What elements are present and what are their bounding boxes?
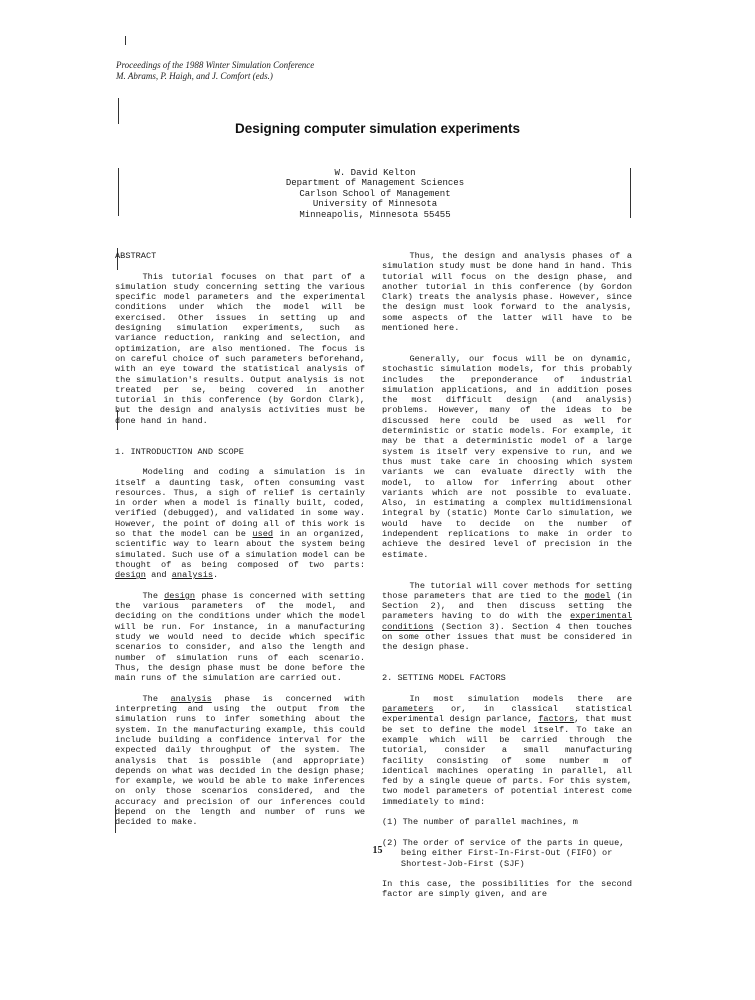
left-column [115, 251, 365, 838]
section-1-heading: 1. INTRODUCTION AND SCOPE [115, 446, 244, 457]
emphasis-model: model [584, 590, 611, 601]
author-city: Minneapolis, Minnesota 55455 [299, 209, 451, 220]
tutorial-outline-paragraph: The tutorial will cover methods for setting those parameters that are tied to the model (in Section 2), and then discuss setting the parameters having to do with the experimental conditions (Section 3). Section 4 then touches on some other issues that must be considered in the design phase. [382, 580, 632, 653]
emphasis-design: design [164, 590, 196, 601]
emphasis-used: used [252, 529, 274, 540]
section-2-heading: 2. SETTING MODEL FACTORS [382, 673, 506, 684]
abstract-text: This tutorial focuses on that part of a simulation study concerning setting the various specific model parameters and the experimental conditions under which the model will be exercised. Other issues in setting up and designing simulation experiments, such as variance reduction, ranking and selection, and optimization, are also mentioned. The focus is on careful choice of such parameters beforehand, with an eye toward the statistical analysis of the simulation's results. Output analysis is not treated per se, being covered in another tutorial in this conference (by Gordon Clark), but the design and analysis activities must be done hand in hand. [115, 271, 365, 426]
analysis-phase-paragraph: The analysis phase is concerned with interpreting and using the output from the simulation runs to infer something about the system. In the manufacturing example, this could include building a confidence interval for the expected daily throughput of the system. The analysis that is possible (and appropriate) depends on what was decided in the design phase; for example, we would be able to make inferences on only those scenarios considered, and the accuracy and precision of our inferences could depend on the length and number of runs we decided to make. [115, 693, 365, 828]
focus-paragraph: Generally, our focus will be on dynamic, stochastic simulation models, for this probably includes the preponderance of industrial simulation applications, and in addition poses the most difficult design (and analysis) problems. However, many of the ideas to be discussed here could be used as well for deterministic or static models. For example, it may be that a deterministic model of a large system is itself very expensive to run, and we thus must take care in choosing which system variants we can evaluate directly with the model, to allow for inferring about other variants which are not possible to evaluate. Also, in estimating a complex multidimensional integral by (static) Monte Carlo simulation, we would have to decide on the number of independent replications to make in order to achieve the desired level of precision in the estimate. [382, 353, 632, 560]
editors-line: M. Abrams, P. Haigh, and J. Comfort (eds.) [116, 71, 273, 81]
section-1-paragraph: Modeling and coding a simulation is in itself a daunting task, often consuming vast resources. Thus, a sigh of relief is certainly in order when a model is finally built, coded, verified (debugged), and validated in some way. However, the point of doing all of this work is so that the model can be used in an organized, scientific way to learn about the system being simulated. Such use of a simulation model can be thought of as being composed of two parts: design and analysis. [115, 467, 365, 581]
page-number: 15 [372, 845, 383, 856]
design-analysis-paragraph: Thus, the design and analysis phases of a simulation study must be done hand in hand. This tutorial will focus on the design phase, and another tutorial in this conference (by Gordon Clark) treats the analysis phase. However, since the design must look forward to the analysis, some aspects of the latter will have to be mentioned here. [382, 251, 632, 334]
margin-mark [118, 168, 119, 216]
author-department: Department of Management Sciences [285, 178, 465, 189]
author-name: W. David Kelton [334, 168, 416, 178]
list-item: (1) The number of parallel machines, m [382, 817, 578, 828]
continuation-paragraph: In this case, the possibilities for the second factor are simply given, and are [382, 879, 632, 900]
proceedings-header [116, 60, 436, 82]
abstract-heading: ABSTRACT [115, 251, 157, 261]
emphasis-factors: factors [538, 714, 575, 725]
list-item: (2) The order of service of the parts in queue, being either First-In-First-Out (FIFO) or Shortest-Job-First (SJF) [382, 837, 625, 869]
author-university: University of Minnesota [312, 199, 438, 210]
emphasis-design: design [115, 570, 146, 581]
author-block [215, 168, 535, 220]
emphasis-parameters: parameters [382, 704, 434, 715]
margin-mark [125, 36, 126, 45]
author-school: Carlson School of Management [299, 188, 451, 199]
model-factors-paragraph: In most simulation models there are parameters or, in classical statistical experimental design parlance, factors, that must be set to define the model itself. To take an example which will be carried through the tutorial, consider a small manufacturing facility consisting of some number m of identical machines operating in parallel, all fed by a single queue of parts. For this system, two model parameters of potential interest come immediately to mind: [382, 693, 632, 807]
proceedings-line: Proceedings of the 1988 Winter Simulation Conference [116, 60, 315, 70]
right-column [382, 251, 632, 910]
margin-mark [630, 168, 631, 218]
paper-title: Designing computer simulation experiments [234, 121, 521, 136]
emphasis-analysis: analysis [171, 570, 214, 581]
design-phase-paragraph: The design phase is concerned with setting the various parameters of the model, and deciding on the conditions under which the model will be run. For instance, in a manufacturing study we would need to decide which specific scenarios to consider, and also the length and number of simulation runs of each scenario. Thus, the design phase must be done before the main runs of the simulation are carried out. [115, 590, 365, 684]
emphasis-analysis: analysis [170, 693, 212, 704]
emphasis-experimental-conditions: experimental conditions [382, 611, 632, 632]
